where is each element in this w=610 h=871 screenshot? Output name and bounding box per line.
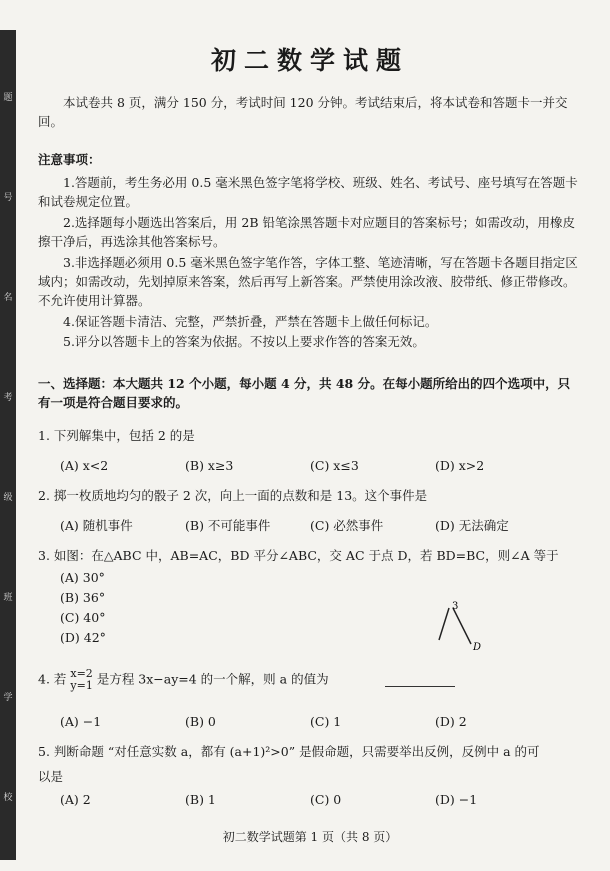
option-b: (B) x≥3 — [185, 458, 234, 473]
option-c: (C) x≤3 — [310, 458, 359, 473]
page-title: 初二数学试题 — [210, 46, 409, 75]
option-b: (B) 不可能事件 — [185, 518, 271, 533]
question-5-stem — [38, 742, 578, 787]
question-4-options — [60, 712, 560, 731]
binding-label: 校 — [3, 793, 13, 803]
q4-prefix: 4. 若 — [38, 671, 67, 687]
binding-label: 题 — [3, 93, 13, 103]
note-item: 1.答题前，考生务必用 0.5 毫米黑色签字笔将学校、班级、姓名、考试号、座号填写在答题卡和试卷规定位置。 — [38, 175, 578, 210]
q4-suffix: 是方程 3x−ay=4 的一个解，则 a 的值为 — [96, 671, 329, 687]
note-item: 2.选择题每小题选出答案后，用 2B 铅笔涂黑答题卡对应题目的答案标号；如需改动，用橡皮擦干净后，再选涂其他答案标号。 — [38, 214, 576, 250]
note-item: 3.非选择题必须用 0.5 毫米黑色签字笔作答，字体工整、笔迹清晰，写在答题卡各题目指定区域内；如需改动，先划掉原来答案，然后再写上新答案。严禁使用涂改液、胶带纸、修正带修改。不允许使用计算器。 — [38, 254, 578, 309]
option-c: (C) 必然事件 — [310, 518, 384, 533]
option-d: (D) x>2 — [435, 458, 485, 473]
note-item: 5.评分以答题卡上的答案为依据。不按以上要求作答的答案无效。 — [63, 334, 425, 349]
option-d: (D) 无法确定 — [435, 518, 509, 533]
question-2-options — [60, 516, 560, 535]
section-heading: 一、选择题：本大题共 12 个小题，每小题 4 分，共 48 分。在每小题所给出的四个选项中，只有一项是符合题目要求的。 — [38, 376, 571, 411]
option-a: (A) 随机事件 — [60, 518, 133, 533]
option-b: (B) 1 — [185, 792, 216, 807]
option-b: (B) 0 — [185, 714, 216, 729]
triangle-figure — [425, 600, 495, 660]
binding-label: 班 — [3, 593, 13, 603]
option-d: (D) −1 — [435, 792, 478, 807]
figure-label-top: 3 — [452, 601, 459, 612]
question-1-stem: 1. 下列解集中，包括 2 的是 — [38, 428, 195, 443]
binding-strip — [0, 30, 16, 860]
q5-line2: 以是 — [38, 769, 64, 785]
notes-list — [38, 173, 578, 352]
option-d: (D) 42° — [60, 630, 106, 645]
page-footer: 初二数学试题第 1 页（共 8 页） — [222, 830, 398, 844]
exam-page — [30, 0, 590, 871]
option-c: (C) 1 — [310, 714, 342, 729]
binding-label: 学 — [3, 693, 13, 703]
option-a: (A) 2 — [60, 792, 91, 807]
triangle-sketch — [425, 600, 495, 660]
binding-label: 名 — [3, 293, 13, 303]
q4-y-value: y=1 — [70, 679, 93, 693]
option-c: (C) 0 — [310, 792, 342, 807]
option-c: (C) 40° — [60, 610, 106, 625]
binding-label: 考 — [3, 393, 13, 403]
question-2-stem: 2. 掷一枚质地均匀的骰子 2 次，向上一面的点数和是 13。这个事件是 — [38, 488, 428, 503]
binding-label: 号 — [3, 193, 13, 203]
note-item: 4.保证答题卡清洁、完整，严禁折叠，严禁在答题卡上做任何标记。 — [63, 313, 438, 329]
q4-x-value: x=2 — [70, 667, 93, 680]
exam-intro: 本试卷共 8 页，满分 150 分，考试时间 120 分钟。考试结束后，将本试卷和答题卡一并交回。 — [38, 95, 568, 130]
figure-baseline — [385, 686, 455, 687]
question-1-options — [60, 456, 560, 475]
question-4-stem — [38, 668, 578, 692]
figure-label-d: D — [473, 642, 482, 653]
question-5-options — [60, 790, 560, 809]
binding-label: 级 — [3, 493, 13, 503]
q4-system — [70, 668, 92, 692]
option-a: (A) 30° — [60, 570, 105, 585]
q5-line1: 5. 判断命题 “对任意实数 a，都有 (a+1)²>0” 是假命题，只需要举出反例，反例中 a 的可 — [38, 744, 540, 759]
option-d: (D) 2 — [435, 714, 467, 729]
question-3-stem: 3. 如图：在△ABC 中，AB=AC，BD 平分∠ABC，交 AC 于点 D，若 BD=BC，则∠A 等于 — [38, 548, 559, 563]
question-3-options — [60, 568, 180, 648]
notes-heading: 注意事项： — [38, 152, 101, 167]
option-a: (A) −1 — [60, 714, 102, 729]
option-a: (A) x<2 — [60, 458, 109, 473]
option-b: (B) 36° — [60, 590, 106, 605]
